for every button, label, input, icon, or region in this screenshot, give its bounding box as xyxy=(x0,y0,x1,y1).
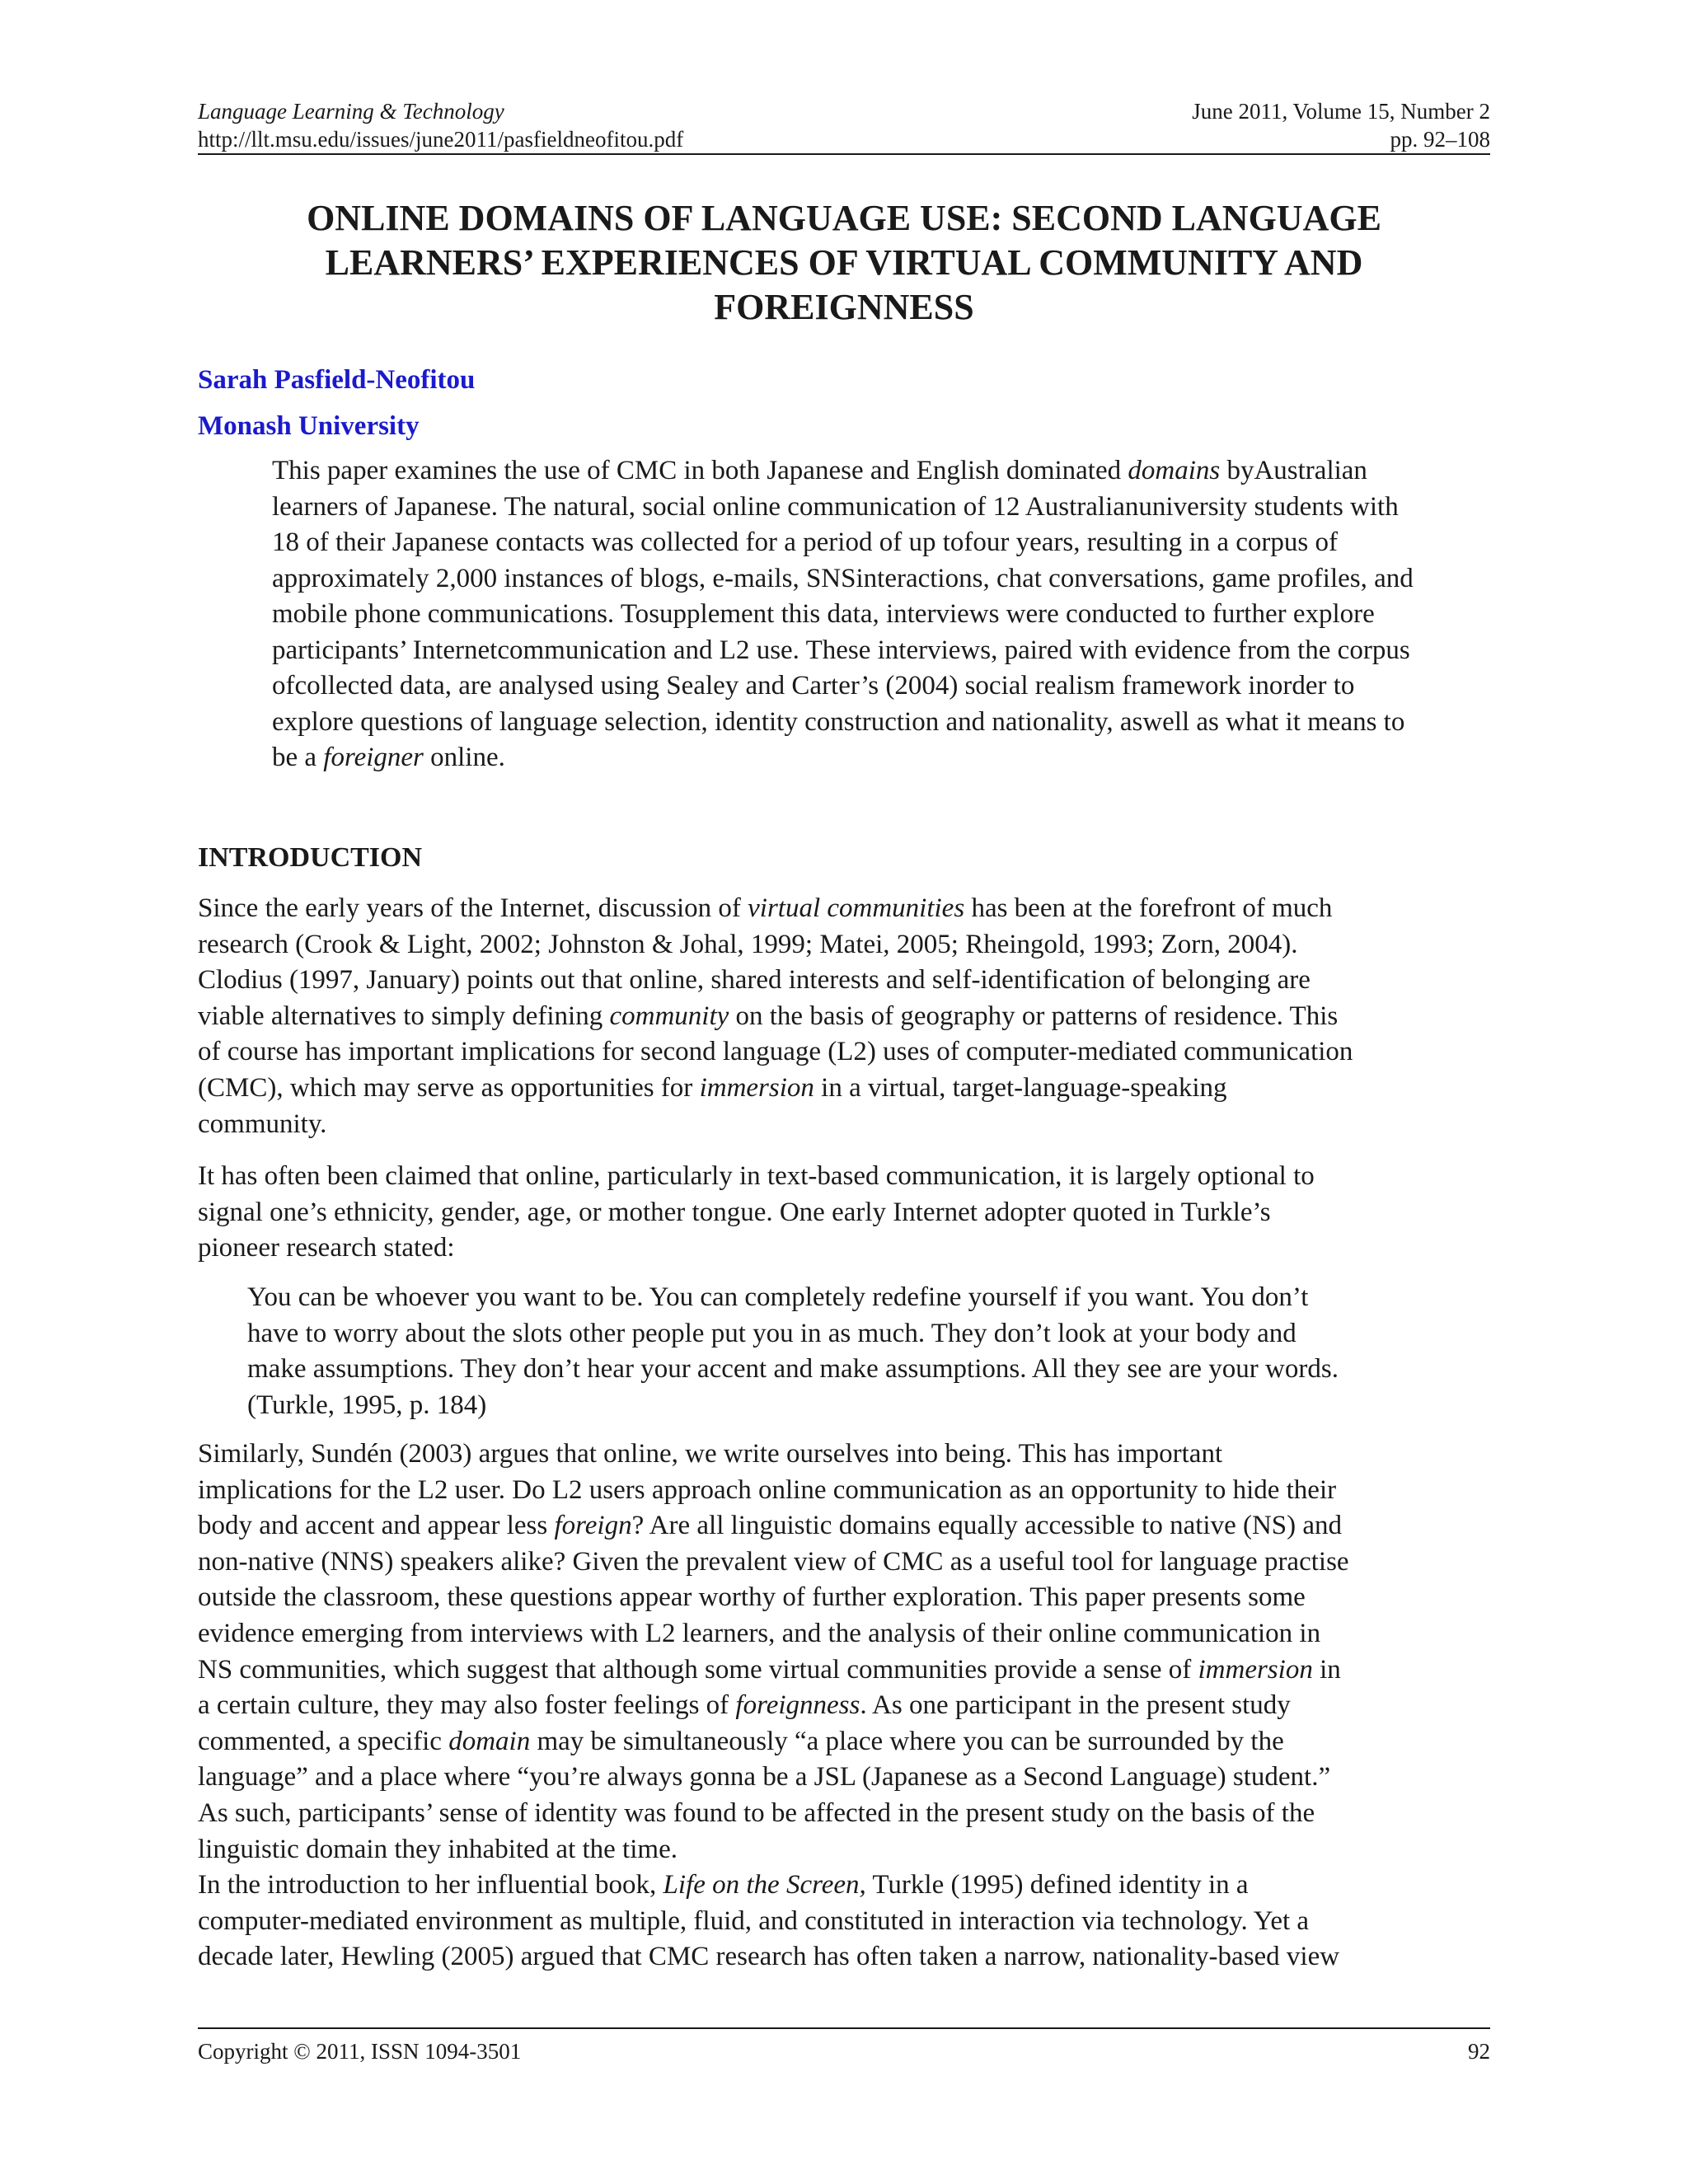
intro-paragraph-4 xyxy=(198,1868,1490,1975)
footer-divider xyxy=(198,2027,1490,2029)
paper-page xyxy=(198,0,1490,2184)
text-line xyxy=(198,891,1490,927)
text-line xyxy=(198,1195,1490,1231)
title-line: ONLINE DOMAINS OF LANGUAGE USE: SECOND LANGUAGE xyxy=(307,198,1381,238)
text-line xyxy=(198,1230,1490,1267)
article-url[interactable]: http://llt.msu.edu/issues/june2011/pasfieldneofitou.pdf xyxy=(198,127,684,152)
text-run: order to explore questions of language selection, identity construction and nationality, as xyxy=(272,671,1355,737)
text-run: evidence emerging from interviews with L2 learners, and the analysis of their online communication in xyxy=(198,1618,1321,1648)
text-run: implications for the L2 user. Do L2 users approach online communication as an opportunity to hide their xyxy=(198,1474,1337,1505)
text-run: Clodius (1997, January) points out that online, shared interests and self-identification of belonging are xyxy=(198,965,1311,996)
text-line xyxy=(198,1904,1490,1940)
text-run: This paper examines the use of CMC in both Japanese and English dominated xyxy=(272,456,1128,485)
text-run: decade later, Hewling (2005) argued that CMC research has often taken a narrow, nationality-based view xyxy=(198,1942,1340,1972)
title-line: LEARNERS’ EXPERIENCES OF VIRTUAL COMMUNITY AND xyxy=(325,242,1363,283)
text-run: on the basis of geography or patterns of residence. This xyxy=(729,1001,1339,1031)
title-line: FOREIGNNESS xyxy=(714,287,974,327)
abstract xyxy=(272,453,1426,776)
italic-term: Life on the Screen, xyxy=(663,1870,866,1900)
text-run: interactions, chat conversations, game profiles, and mobile phone communications. To xyxy=(272,563,1414,629)
intro-paragraph-2 xyxy=(198,1159,1490,1267)
text-run: You can be whoever you want to be. You can completely redefine yourself if you want. You don’t xyxy=(247,1282,1309,1312)
text-line xyxy=(198,1107,1490,1143)
italic-term: domains xyxy=(1128,456,1221,485)
text-run: In the introduction to her influential book, xyxy=(198,1870,663,1900)
text-run: university students with 18 of their Japanese contacts was collected for a period of up to xyxy=(272,491,1399,557)
text-run: of course has important implications for second language (L2) uses of computer-mediated communication xyxy=(198,1037,1353,1067)
text-line xyxy=(295,671,1269,701)
text-run: Since the early years of the Internet, discussion of xyxy=(198,893,748,923)
text-run: language” and a place where “you’re always gonna be a JSL (Japanese as a Second Language) student.” xyxy=(198,1762,1331,1793)
running-header-top xyxy=(198,97,1490,125)
text-run: research (Crook & Light, 2002; Johnston & Johal, 1999; Matei, 2005; Rheingold, 1993; Zorn, 2004). xyxy=(198,929,1298,959)
text-run: ? Are all linguistic domains equally accessible to native (NS) and xyxy=(631,1511,1343,1541)
text-line xyxy=(198,1832,1490,1868)
section-heading-introduction: INTRODUCTION xyxy=(198,842,423,873)
author-affiliation: Monash University xyxy=(198,411,420,441)
text-run: collected data, are analysed using Sealey and Carter’s (2004) social realism framework in xyxy=(294,671,1269,701)
text-run: a certain culture, they may also foster feelings of xyxy=(198,1690,736,1721)
text-run: well as what it means to be a xyxy=(272,706,1405,772)
text-run: by xyxy=(1220,456,1254,485)
text-run: supplement this data, interviews were conducted to further explore participants’ Internet xyxy=(272,599,1375,665)
italic-term: immersion xyxy=(699,1072,814,1103)
text-run: communication and L2 use. These interviews, paired with evidence from the corpus of xyxy=(272,635,1410,701)
text-line xyxy=(198,1159,1490,1195)
text-run: has been at the forefront of much xyxy=(964,893,1333,923)
text-line xyxy=(247,1280,1467,1316)
intro-paragraph-1 xyxy=(198,891,1490,1142)
text-line xyxy=(198,1796,1490,1832)
italic-term: foreigner xyxy=(323,743,424,772)
text-run: community. xyxy=(198,1108,327,1139)
text-run: linguistic domain they inhabited at the time. xyxy=(198,1834,678,1864)
text-line xyxy=(198,1760,1490,1796)
text-run: outside the classroom, these questions appear worthy of further exploration. This paper presents some xyxy=(198,1582,1306,1613)
text-run: Australian learners of Japanese. The natural, social online communication of 12 Australian xyxy=(272,456,1367,522)
text-run: (CMC), which may serve as opportunities for xyxy=(198,1072,700,1103)
text-line xyxy=(198,1939,1490,1975)
intro-paragraph-3 xyxy=(198,1436,1490,1868)
text-line xyxy=(198,1071,1490,1107)
page-number: 92 xyxy=(1468,2039,1490,2064)
text-line xyxy=(198,963,1490,999)
text-line xyxy=(247,1316,1467,1352)
text-run: in a virtual, target-language-speaking xyxy=(814,1072,1227,1103)
text-line xyxy=(198,1508,1490,1544)
text-run: pioneer research stated: xyxy=(198,1233,455,1263)
text-run: non-native (NNS) speakers alike? Given the prevalent view of CMC as a useful tool for language practise xyxy=(198,1546,1349,1577)
header-divider xyxy=(198,153,1490,155)
text-run: body and accent and appear less xyxy=(198,1511,555,1541)
italic-term: foreign xyxy=(554,1511,632,1541)
text-line xyxy=(272,456,1254,485)
text-run: (Turkle, 1995, p. 184) xyxy=(247,1390,487,1420)
copyright-notice: Copyright © 2011, ISSN 1094-3501 xyxy=(198,2039,522,2064)
running-header-bottom xyxy=(198,125,1490,153)
text-line xyxy=(198,1473,1490,1509)
text-line xyxy=(198,1724,1490,1760)
text-run: . As one participant in the present study xyxy=(860,1690,1291,1721)
text-line xyxy=(198,927,1490,963)
text-run: have to worry about the slots other people put you in as much. They don’t look at your body and xyxy=(247,1318,1296,1348)
text-run: Similarly, Sundén (2003) argues that online, we write ourselves into being. This has important xyxy=(198,1439,1223,1469)
text-line xyxy=(198,1688,1490,1724)
italic-term: immersion xyxy=(1198,1654,1313,1685)
text-run: online. xyxy=(423,743,505,772)
page-footer xyxy=(198,2037,1490,2065)
text-line xyxy=(198,1652,1490,1689)
block-quote xyxy=(247,1280,1467,1423)
text-line xyxy=(247,1388,1467,1424)
text-line xyxy=(198,1616,1490,1652)
text-run: four years, resulting in a corpus of approximately 2,000 instances of blogs, e-mails, SNS xyxy=(272,527,1338,593)
text-line xyxy=(198,1436,1490,1473)
italic-term: domain xyxy=(448,1726,531,1756)
page-range: pp. 92–108 xyxy=(1390,127,1490,152)
journal-name: Language Learning & Technology xyxy=(198,99,504,124)
text-run: NS communities, which suggest that although some virtual communities provide a sense of xyxy=(198,1654,1198,1685)
text-line xyxy=(198,999,1490,1035)
text-run: may be simultaneously “a place where you can be surrounded by the xyxy=(530,1726,1284,1756)
text-run: signal one’s ethnicity, gender, age, or mother tongue. One early Internet adopter quoted in Turkle’s xyxy=(198,1197,1271,1227)
text-run: Turkle (1995) defined identity in a xyxy=(865,1870,1249,1900)
text-run: computer-mediated environment as multiple, fluid, and constituted in interaction via technology. Yet a xyxy=(198,1905,1310,1936)
text-run: It has often been claimed that online, particularly in text-based communication, it is largely optional to xyxy=(198,1161,1315,1191)
text-line xyxy=(247,1352,1467,1388)
italic-term: foreignness xyxy=(735,1690,860,1721)
italic-term: community xyxy=(609,1001,729,1031)
italic-term: virtual communities xyxy=(748,893,965,923)
text-line xyxy=(198,1544,1490,1581)
text-run: in xyxy=(1312,1654,1341,1685)
author-name: Sarah Pasfield-Neofitou xyxy=(198,365,476,395)
text-run: As such, participants’ sense of identity was found to be affected in the present study on the basis of the xyxy=(198,1797,1315,1828)
text-run: commented, a specific xyxy=(198,1726,449,1756)
issue-info: June 2011, Volume 15, Number 2 xyxy=(1192,99,1490,124)
text-run: make assumptions. They don’t hear your accent and make assumptions. All they see are your words. xyxy=(247,1354,1339,1385)
paper-title xyxy=(198,196,1490,330)
text-run: viable alternatives to simply defining xyxy=(198,1001,610,1031)
text-line xyxy=(198,1034,1490,1071)
text-line xyxy=(198,1868,1490,1904)
text-line xyxy=(198,1580,1490,1616)
